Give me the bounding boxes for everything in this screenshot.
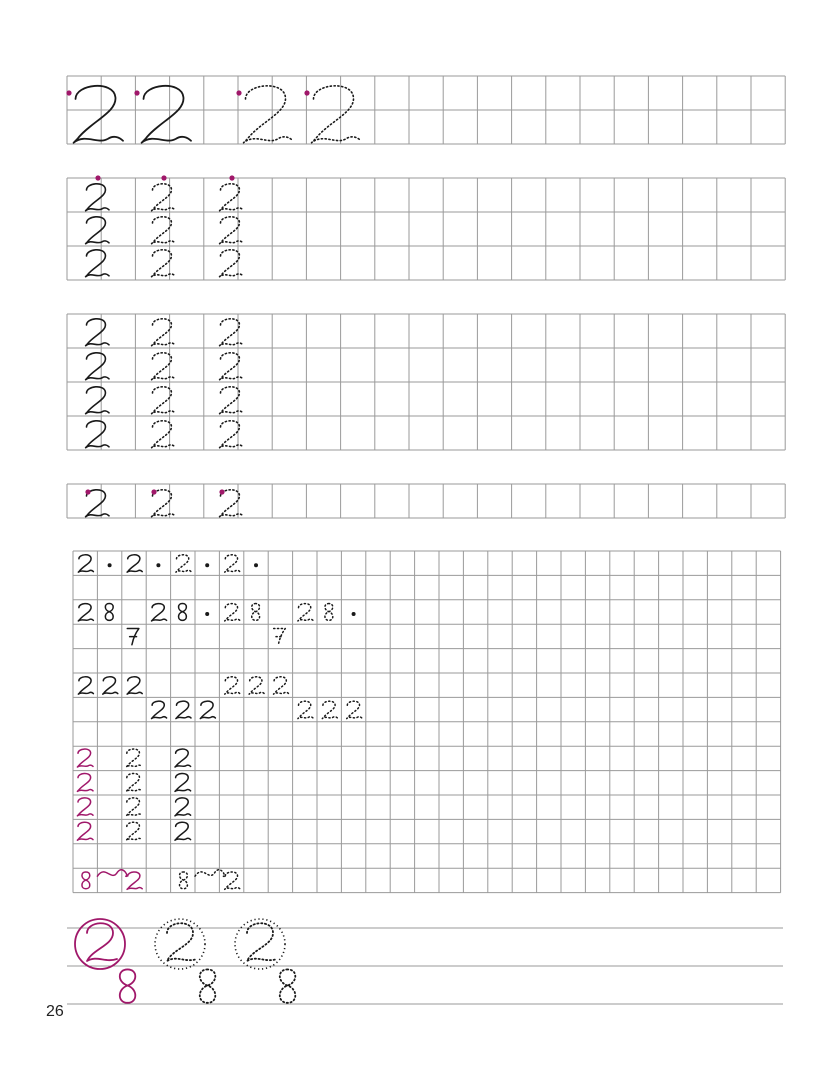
- practice-eight: [252, 604, 260, 621]
- practice-join: [195, 870, 224, 877]
- stacked-two: [152, 353, 175, 380]
- ruled-lines: [67, 919, 783, 1004]
- practice-two: [127, 555, 142, 572]
- practice-two: [225, 677, 240, 694]
- practice-tall-two: [77, 749, 93, 767]
- practice-two: [298, 701, 313, 718]
- practice-tall-two: [126, 773, 142, 791]
- start-dot: [134, 90, 139, 95]
- stacked-two: [86, 217, 109, 244]
- trace-two-join: [312, 86, 361, 143]
- big-circle: [235, 919, 285, 969]
- grid-row-2: [67, 178, 785, 280]
- practice-two: [78, 555, 93, 572]
- stacked-two: [152, 421, 175, 448]
- big-circle: [155, 919, 205, 969]
- exercise-row-2: [67, 175, 785, 280]
- start-dot: [236, 90, 241, 95]
- practice-eight: [180, 872, 188, 889]
- practice-two: [274, 677, 289, 694]
- start-dot: [95, 175, 100, 180]
- practice-two: [225, 872, 240, 889]
- practice-eight: [179, 604, 187, 621]
- stacked-two: [152, 319, 175, 346]
- stacked-two: [220, 319, 243, 346]
- practice-tall-two: [77, 798, 93, 816]
- stacked-two: [86, 421, 109, 448]
- start-dot: [229, 175, 234, 180]
- practice-two: [298, 604, 313, 621]
- practice-eight: [82, 872, 90, 889]
- grid-row-3: [67, 314, 785, 450]
- practice-two: [200, 701, 215, 718]
- stacked-two: [86, 319, 109, 346]
- practice-tall-two: [126, 822, 142, 840]
- start-dot: [161, 175, 166, 180]
- big-eight: [280, 969, 296, 1002]
- stacked-two: [220, 184, 243, 211]
- stacked-two: [152, 217, 175, 244]
- practice-two: [249, 677, 264, 694]
- practice-two: [152, 701, 167, 718]
- practice-seven: [127, 629, 139, 645]
- practice-eight: [325, 604, 333, 621]
- practice-grid-cells: [73, 551, 781, 893]
- big-circle: [75, 919, 125, 969]
- practice-two: [78, 677, 93, 694]
- practice-tall-two: [175, 822, 191, 840]
- stacked-two: [86, 184, 109, 211]
- practice-two: [127, 677, 142, 694]
- practice-two: [152, 604, 167, 621]
- practice-dot: [254, 563, 258, 567]
- start-dot: [219, 489, 224, 494]
- stacked-two: [152, 184, 175, 211]
- practice-dot: [352, 612, 356, 616]
- big-two: [87, 923, 117, 961]
- practice-dot: [205, 612, 209, 616]
- stacked-two: [86, 387, 109, 414]
- practice-tall-two: [175, 773, 191, 791]
- stacked-two: [220, 217, 243, 244]
- practice-dot: [156, 563, 160, 567]
- stacked-two: [220, 353, 243, 380]
- practice-two: [176, 555, 191, 572]
- big-two: [247, 923, 277, 961]
- trace-two: [244, 86, 293, 143]
- practice-tall-two: [77, 822, 93, 840]
- stacked-two: [152, 250, 175, 277]
- practice-two: [103, 677, 118, 694]
- model-two-solid: [74, 86, 123, 143]
- big-eight: [200, 969, 216, 1002]
- practice-join: [97, 870, 126, 877]
- practice-grid: [73, 551, 781, 893]
- practice-tall-two: [77, 773, 93, 791]
- practice-tall-two: [175, 798, 191, 816]
- practice-two: [176, 701, 191, 718]
- practice-eight: [105, 604, 113, 621]
- practice-dot: [205, 563, 209, 567]
- page-number: 26: [46, 1003, 64, 1020]
- practice-two: [225, 555, 240, 572]
- practice-seven: [274, 629, 286, 645]
- grid-row-1: [67, 76, 785, 144]
- model-two-solid-join: [142, 86, 191, 143]
- practice-tall-two: [126, 798, 142, 816]
- exercise-row-1: [66, 76, 785, 144]
- practice-tall-two: [175, 749, 191, 767]
- start-dot: [66, 90, 71, 95]
- exercise-row-3: [67, 314, 785, 450]
- practice-two: [127, 872, 142, 889]
- stacked-two: [220, 421, 243, 448]
- practice-two: [78, 604, 93, 621]
- start-dot: [85, 489, 90, 494]
- stacked-two: [220, 250, 243, 277]
- stacked-two: [220, 387, 243, 414]
- exercise-row-4: [67, 484, 785, 518]
- big-eight: [120, 969, 136, 1002]
- stacked-two: [86, 353, 109, 380]
- practice-two: [347, 701, 362, 718]
- practice-tall-two: [126, 749, 142, 767]
- practice-two: [322, 701, 337, 718]
- grid-row-4: [67, 484, 785, 518]
- practice-two: [225, 604, 240, 621]
- start-dot: [304, 90, 309, 95]
- practice-dot: [108, 563, 112, 567]
- big-two: [167, 923, 197, 961]
- stacked-two: [152, 387, 175, 414]
- stacked-two: [86, 250, 109, 277]
- start-dot: [151, 489, 156, 494]
